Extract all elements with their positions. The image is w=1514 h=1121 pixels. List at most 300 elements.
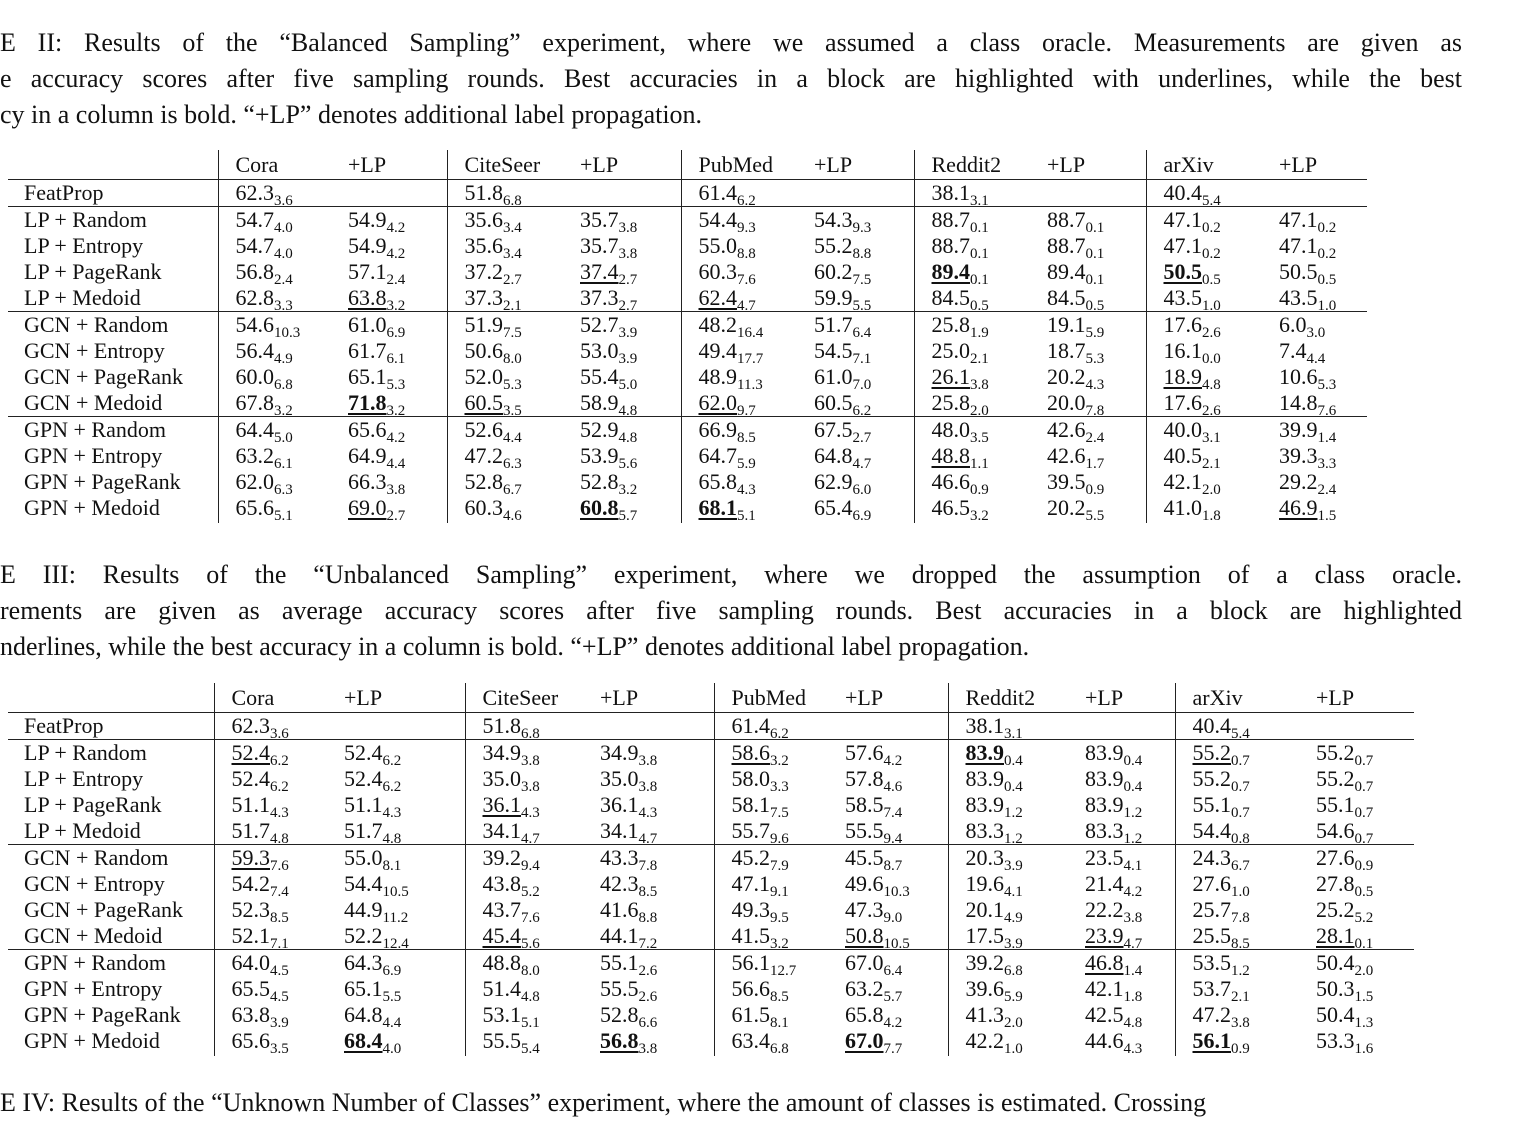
table-row [8,495,1367,523]
score-mean: 61.0 [814,364,853,389]
score-std: 4.6 [883,779,903,795]
score-cell [218,417,348,444]
score-std: 0.1 [1085,220,1105,236]
score-cell [447,285,580,312]
score-mean: 54.3 [814,207,853,232]
score-mean: 41.0 [1163,495,1202,520]
score-cell [814,390,914,417]
score-mean: 54.9 [348,233,387,258]
score-cell [845,1002,948,1031]
score-std: 6.1 [386,351,406,367]
table-row [8,259,1367,285]
score-cell [681,338,814,367]
score-cell [465,818,600,845]
score-cell [914,443,1047,472]
score-cell [681,390,814,417]
score-cell [1316,792,1414,821]
score-cell [1316,713,1414,740]
score-cell [580,495,681,523]
score-mean: 65.6 [348,417,387,442]
score-std: 7.8 [1085,403,1105,419]
score-std: 0.2 [1202,220,1221,236]
score-mean: 57.6 [845,740,884,765]
score-std: 5.3 [503,377,522,393]
score-mean: 46.5 [931,495,970,520]
score-mean: 57.1 [348,259,387,284]
score-std: 1.0 [1004,1041,1023,1057]
score-mean: 48.8 [482,950,521,975]
score-mean: 35.7 [580,233,619,258]
score-cell [447,180,580,207]
score-cell [348,233,447,262]
score-cell [447,207,580,234]
method-name: FeatProp [8,180,218,207]
score-std: 5.9 [737,456,756,472]
score-mean: 25.8 [931,390,970,415]
score-mean: 67.8 [235,390,274,415]
score-mean: 27.6 [1316,845,1355,870]
method-name: GCN + Random [8,845,214,872]
score-mean: 37.2 [464,259,503,284]
table-row [8,713,1414,740]
score-cell [1047,259,1146,288]
score-cell [1316,740,1414,767]
score-mean: 51.1 [344,792,383,817]
score-cell [348,312,447,339]
score-mean: 62.0 [698,390,737,415]
score-std: 3.2 [770,753,789,769]
score-cell [1085,923,1175,950]
score-cell [214,740,344,767]
score-std: 5.6 [618,456,638,472]
score-cell [218,443,348,472]
column-header: +LP [1279,152,1318,177]
score-std: 8.7 [883,858,903,874]
score-mean: 58.6 [731,740,770,765]
score-std: 1.5 [1317,508,1337,524]
score-mean: 42.6 [1047,417,1086,442]
score-cell [600,871,714,900]
score-std: 1.9 [970,325,989,341]
score-mean: 10.6 [1279,364,1318,389]
score-mean: 7.4 [1279,338,1307,363]
score-cell [948,923,1085,950]
score-std: 6.0 [852,482,872,498]
score-std: 5.1 [274,508,293,524]
caption-line: rements are given as average accuracy scores after five sampling rounds. Best accuracies in a block are highlighted [0,596,1462,625]
score-mean: 51.7 [814,312,853,337]
score-cell [214,871,344,900]
score-mean: 67.5 [814,417,853,442]
score-mean: 25.2 [1316,897,1355,922]
score-cell [1175,845,1316,872]
score-mean: 55.7 [731,818,770,843]
score-mean: 52.4 [344,766,383,791]
score-std: 4.9 [1004,910,1023,926]
score-mean: 55.0 [344,845,383,870]
score-cell [681,364,814,393]
score-std: 1.2 [1123,831,1143,847]
score-std: 3.2 [970,508,989,524]
score-cell [348,180,447,207]
score-mean: 47.1 [731,871,770,896]
score-std: 0.7 [1354,753,1374,769]
score-std: 6.2 [852,403,872,419]
score-std: 4.7 [521,831,540,847]
score-cell [845,792,948,821]
score-std: 0.1 [970,272,989,288]
score-mean: 51.4 [482,976,521,1001]
score-cell [948,818,1085,845]
score-cell [814,207,914,234]
score-mean: 53.7 [1192,976,1231,1001]
score-std: 3.5 [970,430,989,446]
score-mean: 20.1 [965,897,1004,922]
score-mean: 22.2 [1085,897,1124,922]
score-std: 3.8 [618,246,638,262]
score-std: 5.3 [1085,351,1105,367]
score-mean: 52.4 [344,740,383,765]
score-cell [914,417,1047,444]
score-cell [348,285,447,312]
score-cell [814,338,914,367]
column-header: +LP [600,685,639,710]
score-std: 2.7 [852,430,872,446]
table-row [8,364,1367,390]
score-mean: 39.5 [1047,469,1086,494]
score-mean: 68.4 [344,1028,383,1053]
score-cell [218,285,348,312]
score-std: 1.3 [1354,1015,1374,1031]
score-std: 4.8 [521,989,540,1005]
table-row [8,417,1367,444]
score-cell [1085,976,1175,1005]
score-std: 9.4 [521,858,540,874]
caption-line: E III: Results of the “Unbalanced Sampling” experiment, where we dropped the assumption of a class oracle. [0,560,1462,589]
score-std: 12.4 [382,936,409,952]
score-std: 5.0 [274,430,293,446]
score-cell [1175,923,1316,950]
score-mean: 57.8 [845,766,884,791]
score-mean: 35.6 [464,233,503,258]
column-header: +LP [348,152,387,177]
score-mean: 53.5 [1192,950,1231,975]
column-header: +LP [1047,152,1086,177]
column-header: PubMed [681,150,814,180]
score-mean: 43.7 [482,897,521,922]
score-std: 4.4 [1306,351,1326,367]
table-2-caption [0,25,1462,133]
column-header: CiteSeer [465,683,600,713]
score-mean: 56.6 [731,976,770,1001]
method-name: LP + Medoid [24,285,141,310]
method-name: LP + Entropy [24,766,144,791]
score-mean: 55.4 [580,364,619,389]
method-name: FeatProp [8,713,214,740]
method-name: GPN + PageRank [24,469,181,494]
score-std: 9.3 [737,220,756,236]
score-mean: 83.9 [965,766,1004,791]
method-name: GCN + Random [8,312,218,339]
score-std: 0.2 [1317,246,1337,262]
score-std: 0.7 [1231,779,1250,795]
score-cell [1175,740,1316,767]
score-cell [1047,312,1146,339]
score-std: 3.2 [274,403,293,419]
score-mean: 17.5 [965,923,1004,948]
score-cell [1146,180,1279,207]
score-cell [1085,766,1175,795]
score-cell [1047,180,1146,207]
score-std: 5.0 [618,377,638,393]
score-cell [344,1028,465,1056]
score-std: 8.5 [737,430,756,446]
score-mean: 43.5 [1163,285,1202,310]
score-cell [1085,713,1175,740]
score-cell [814,495,914,523]
score-std: 9.6 [770,831,789,847]
score-std: 3.4 [503,246,522,262]
score-std: 0.5 [1202,272,1221,288]
score-mean: 48.8 [931,443,970,468]
score-mean: 55.1 [1316,792,1355,817]
score-std: 0.5 [1085,298,1105,314]
score-std: 0.7 [1354,805,1374,821]
score-cell [447,417,580,444]
score-mean: 34.9 [482,740,521,765]
score-mean: 66.9 [698,417,737,442]
method-name: GCN + Medoid [24,390,163,415]
score-cell [344,845,465,872]
score-cell [218,469,348,498]
score-std: 3.3 [770,779,789,795]
score-std: 8.8 [737,246,756,262]
score-std: 9.1 [770,884,789,900]
score-mean: 52.7 [580,312,619,337]
score-mean: 54.2 [231,871,270,896]
score-std: 4.6 [503,508,522,524]
score-std: 2.1 [503,298,522,314]
score-std: 2.4 [274,272,293,288]
score-cell [914,495,1047,523]
score-std: 4.4 [382,1015,402,1031]
score-std: 4.0 [382,1041,402,1057]
score-std: 8.5 [638,884,658,900]
score-std: 5.5 [1085,508,1105,524]
score-std: 6.8 [274,377,293,393]
method-header [8,683,214,713]
score-cell [845,1028,948,1056]
score-cell [914,285,1047,312]
score-cell [447,469,580,498]
score-std: 0.9 [1231,1041,1250,1057]
score-std: 6.8 [770,1041,789,1057]
score-mean: 52.0 [464,364,503,389]
score-mean: 64.9 [348,443,387,468]
score-cell [344,792,465,821]
score-mean: 49.6 [845,871,884,896]
table-row [8,1002,1414,1028]
column-header: Cora [218,150,348,180]
score-cell [714,923,845,950]
score-cell [714,766,845,795]
score-cell [681,285,814,312]
score-std: 1.7 [1085,456,1105,472]
score-cell [580,312,681,339]
score-std: 10.3 [883,884,910,900]
score-std: 2.1 [970,351,989,367]
score-std: 2.0 [1354,963,1374,979]
score-cell [348,207,447,234]
score-cell [814,259,914,288]
score-cell [1175,792,1316,821]
score-mean: 89.4 [931,259,970,284]
score-mean: 47.1 [1163,233,1202,258]
score-mean: 62.0 [235,469,274,494]
score-cell [580,443,681,472]
score-cell [465,792,600,821]
score-mean: 54.7 [235,233,274,258]
score-std: 4.3 [1085,377,1105,393]
score-cell [814,364,914,393]
method-name: GPN + Entropy [24,443,163,468]
score-std: 3.8 [1231,1015,1250,1031]
score-mean: 62.3 [231,713,270,738]
score-cell [1085,1002,1175,1031]
score-mean: 44.9 [344,897,383,922]
table-row [8,285,1367,312]
score-mean: 42.1 [1163,469,1202,494]
score-mean: 61.4 [698,180,737,205]
score-cell [948,897,1085,926]
score-std: 0.5 [1354,884,1374,900]
score-cell [218,312,348,339]
score-std: 7.4 [883,805,903,821]
score-mean: 42.6 [1047,443,1086,468]
score-cell [814,233,914,262]
score-mean: 55.2 [1192,766,1231,791]
score-mean: 62.9 [814,469,853,494]
score-cell [948,740,1085,767]
score-std: 3.1 [1202,430,1221,446]
score-mean: 52.8 [600,1002,639,1027]
score-mean: 58.9 [580,390,619,415]
score-std: 4.4 [503,430,522,446]
score-mean: 54.6 [235,312,274,337]
score-cell [348,469,447,498]
score-cell [1279,443,1367,472]
score-cell [580,390,681,417]
score-std: 0.1 [970,220,989,236]
score-mean: 63.8 [348,285,387,310]
score-cell [1279,364,1367,393]
score-cell [1146,417,1279,444]
table-row [8,950,1414,977]
column-header: arXiv [1146,150,1279,180]
score-cell [344,871,465,900]
score-cell [344,923,465,950]
score-cell [714,1028,845,1056]
score-cell [580,207,681,234]
score-std: 3.5 [503,403,522,419]
score-std: 5.6 [521,936,540,952]
score-std: 4.8 [618,403,638,419]
score-std: 1.1 [970,456,989,472]
score-std: 5.7 [618,508,638,524]
score-cell [1316,923,1414,950]
score-mean: 25.8 [931,312,970,337]
score-mean: 52.6 [464,417,503,442]
score-mean: 54.4 [1192,818,1231,843]
score-mean: 45.4 [482,923,521,948]
score-cell [465,766,600,795]
score-mean: 47.2 [464,443,503,468]
score-std: 6.6 [638,1015,658,1031]
score-std: 8.0 [503,351,522,367]
score-cell [1047,469,1146,498]
score-cell [914,180,1047,207]
score-cell [1279,390,1367,417]
score-mean: 55.5 [600,976,639,1001]
score-std: 3.9 [618,351,638,367]
score-std: 3.1 [1004,726,1023,742]
score-mean: 65.8 [845,1002,884,1027]
score-mean: 55.2 [1316,766,1355,791]
table-row [8,180,1367,207]
score-cell [814,443,914,472]
score-mean: 67.0 [845,950,884,975]
score-std: 7.0 [852,377,872,393]
score-mean: 55.5 [482,1028,521,1053]
score-mean: 46.6 [931,469,970,494]
score-std: 1.6 [1354,1041,1374,1057]
score-std: 6.3 [503,456,522,472]
score-cell [580,364,681,393]
score-cell [714,871,845,900]
score-std: 7.6 [270,858,289,874]
score-cell [214,792,344,821]
score-mean: 58.5 [845,792,884,817]
score-mean: 66.3 [348,469,387,494]
score-mean: 21.4 [1085,871,1124,896]
score-std: 2.0 [1004,1015,1023,1031]
score-std: 4.2 [883,753,903,769]
score-cell [1047,364,1146,393]
score-mean: 59.3 [231,845,270,870]
score-std: 3.2 [770,936,789,952]
score-std: 6.2 [770,726,789,742]
score-cell [344,713,465,740]
score-mean: 88.7 [931,233,970,258]
score-mean: 50.5 [1163,259,1202,284]
score-cell [465,950,600,977]
score-std: 1.4 [1123,963,1143,979]
score-cell [948,950,1085,977]
score-cell [845,897,948,926]
score-mean: 54.5 [814,338,853,363]
score-cell [344,950,465,977]
score-mean: 45.2 [731,845,770,870]
caption-line: cy in a column is bold. “+LP” denotes additional label propagation. [0,100,703,129]
score-std: 0.0 [1202,351,1221,367]
score-std: 9.0 [883,910,903,926]
score-std: 7.7 [883,1041,903,1057]
score-std: 11.2 [382,910,409,926]
score-cell [580,180,681,207]
column-header: +LP [814,152,853,177]
score-cell [1047,390,1146,417]
score-mean: 83.9 [1085,740,1124,765]
